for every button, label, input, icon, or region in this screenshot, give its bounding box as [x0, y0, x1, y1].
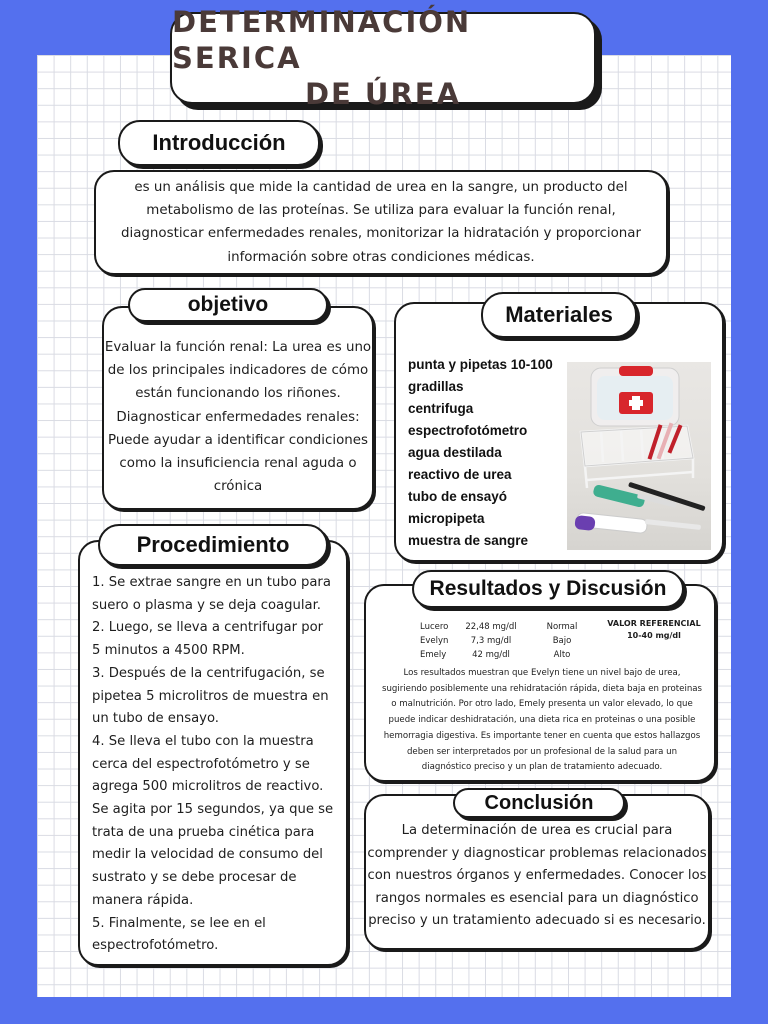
materiales-heading: Materiales [481, 292, 637, 338]
valor-referencial [604, 618, 704, 642]
procedimiento-line: suero o plasma y se deja coagular. [92, 597, 321, 613]
conclusion-text: La determinación de urea es crucial para comprender y diagnosticar problemas relacionados con nuestros órganos y enfermedades. Conocer los rangos normales es esencial para un diagnóstico preciso y un tratamiento adecuado si es necesario. [367, 823, 707, 928]
material-item: punta y pipetas 10-100 [408, 357, 553, 372]
material-item: reactivo de urea [408, 467, 512, 482]
procedimiento-text [92, 572, 344, 958]
objetivo-heading: objetivo [128, 288, 328, 322]
ref-label: VALOR REFERENCIAL [607, 619, 701, 628]
procedimiento-line: 4. Se lleva el tubo con la muestra [92, 733, 314, 749]
result-value: 7,3 mg/dl [470, 636, 512, 646]
procedimiento-line: manera rápida. [92, 892, 194, 908]
ref-value: 10-40 mg/dl [627, 631, 681, 640]
procedimiento-line: sustrato y se debe procesar de [92, 870, 297, 886]
resultados-values [462, 620, 520, 662]
result-status: Alto [553, 650, 571, 660]
procedimiento-line: agrega 500 microlitros de reactivo. [92, 779, 324, 795]
title-line-1: DETERMINACIÓN SERICA [172, 5, 472, 75]
procedimiento-heading: Procedimiento [98, 524, 328, 566]
resultados-names [420, 620, 448, 662]
procedimiento-line: trata de una prueba cinética para [92, 824, 315, 840]
result-value: 42 mg/dl [472, 650, 510, 660]
procedimiento-line: Se agita por 15 segundos, ya que se [92, 802, 334, 818]
material-item: gradillas [408, 379, 464, 394]
procedimiento-line: cerca del espectrofotómetro y se [92, 756, 310, 772]
procedimiento-line: 2. Luego, se lleva a centrifugar por [92, 620, 324, 636]
procedimiento-line: un tubo de ensayo. [92, 711, 220, 727]
material-item: muestra de sangre [408, 533, 529, 548]
procedimiento-line: espectrofotómetro. [92, 938, 219, 954]
material-item: micropipeta [408, 511, 485, 526]
introduccion-text: es un análisis que mide la cantidad de urea en la sangre, un producto del metabolismo de las proteínas. Se utiliza para evaluar la función renal, diagnosticar enfermedades renales, monitorizar la hidratación y proporcionar información sobre otras condiciones médicas. [120, 180, 642, 265]
kit-handle [619, 366, 653, 376]
procedimiento-line: pipetea 5 microlitros de muestra en [92, 688, 329, 704]
procedimiento-line: 5 minutos a 4500 RPM. [92, 643, 245, 659]
introduccion-heading: Introducción [118, 120, 320, 166]
conclusion-heading: Conclusión [453, 788, 625, 818]
materiales-photo [567, 362, 711, 550]
result-name: Evelyn [420, 636, 449, 646]
resultados-heading: Resultados y Discusión [412, 570, 684, 608]
materiales-list [408, 354, 568, 552]
result-name: Lucero [420, 622, 449, 632]
result-status: Bajo [552, 636, 572, 646]
procedimiento-line: 1. Se extrae sangre en un tubo para [92, 575, 331, 590]
lab-equipment-illustration [567, 362, 711, 550]
result-name: Emely [420, 650, 447, 660]
title-line-2: DE ÚREA [304, 77, 462, 111]
material-item: centrifuga [408, 401, 474, 416]
resultados-paragraph: Los resultados muestran que Evelyn tiene un nivel bajo de urea, sugiriendo posiblemente una rehidratación rápida, dieta baja en proteinas o malnutrición. Por otro lado, Emely presenta un valor elevado, lo que puede indicar deshidratación, una dieta rica en proteinas o una posible hemorragia digestiva. Es importante tener en cuenta que estos hallazgos deben ser interpretados por un profesional de la salud para un diagnóstico preciso y un plan de tratamiento adecuado. [381, 668, 703, 773]
material-item: agua destilada [408, 445, 502, 460]
result-value: 22,48 mg/dl [465, 622, 517, 632]
result-status: Normal [546, 622, 578, 632]
resultados-status [540, 620, 584, 662]
procedimiento-line: 5. Finalmente, se lee en el [92, 915, 266, 931]
material-item: tubo de ensayó [408, 489, 508, 504]
material-item: espectrofotómetro [408, 423, 528, 438]
page-title [170, 5, 596, 111]
procedimiento-line: 3. Después de la centrifugación, se [92, 665, 325, 681]
objetivo-text: Evaluar la función renal: La urea es uno de los principales indicadores de cómo están funcionando los riñones. Diagnosticar enfermedades renales: Puede ayudar a identificar condiciones como la insuficiencia renal aguda o crónica [104, 340, 372, 495]
procedimiento-line: medir la velocidad de consumo del [92, 847, 323, 863]
